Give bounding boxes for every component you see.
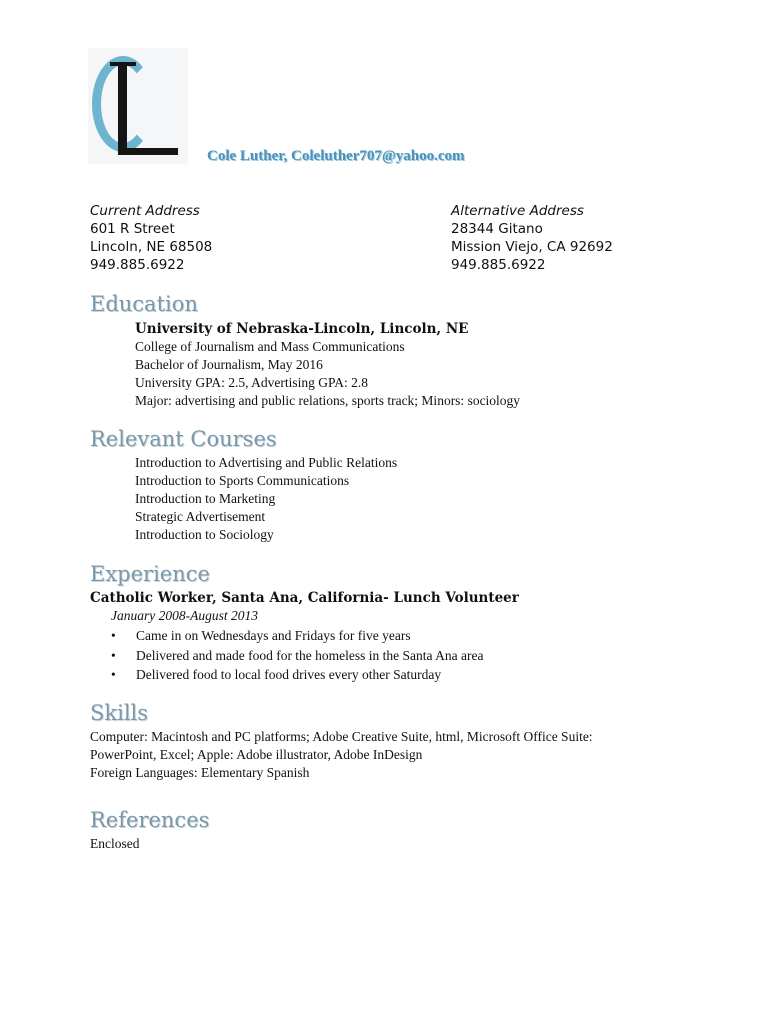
experience-heading: Experience — [90, 562, 210, 586]
current-address-city: Lincoln, NE 68508 — [90, 239, 213, 255]
alternative-address — [451, 202, 613, 274]
experience-bullet-text: Delivered and made food for the homeless in the Santa Ana area — [136, 647, 484, 663]
course-item: Introduction to Sports Communications — [135, 473, 350, 488]
current-address — [90, 202, 212, 274]
skills-computer-line: PowerPoint, Excel; Apple: Adobe illustrator, Adobe InDesign — [90, 747, 423, 762]
bullet-icon: • — [111, 667, 116, 682]
current-address-street: 601 R Street — [90, 221, 175, 237]
alternative-address-label: Alternative Address — [451, 203, 584, 219]
references-text: Enclosed — [90, 836, 140, 851]
course-item: Introduction to Marketing — [135, 491, 276, 506]
current-address-phone: 949.885.6922 — [90, 257, 185, 273]
education-line: Bachelor of Journalism, May 2016 — [135, 357, 323, 372]
education-heading: Education — [90, 292, 198, 316]
course-item: Introduction to Sociology — [135, 527, 274, 542]
education-line: University GPA: 2.5, Advertising GPA: 2.8 — [135, 375, 369, 390]
course-item: Strategic Advertisement — [135, 509, 266, 524]
current-address-label: Current Address — [90, 203, 200, 219]
bullet-icon: • — [111, 647, 116, 663]
alternative-address-phone: 949.885.6922 — [451, 257, 546, 273]
experience-bullet-item — [111, 665, 484, 685]
experience-bullet-text: Delivered food to local food drives every other Saturday — [136, 667, 442, 682]
experience-title: Catholic Worker, Santa Ana, California- Lunch Volunteer — [90, 590, 519, 606]
experience-dates: January 2008-August 2013 — [111, 608, 258, 623]
experience-bullets — [111, 626, 484, 685]
references-heading: References — [90, 808, 210, 832]
experience-bullet-item — [111, 626, 484, 646]
course-item: Introduction to Advertising and Public Relations — [135, 455, 398, 470]
bullet-icon: • — [111, 628, 116, 643]
cl-monogram-logo — [88, 48, 188, 164]
skills-heading: Skills — [90, 701, 149, 725]
alternative-address-city: Mission Viejo, CA 92692 — [451, 239, 613, 255]
alternative-address-street: 28344 Gitano — [451, 221, 543, 237]
education-line: Major: advertising and public relations, sports track; Minors: sociology — [135, 393, 521, 408]
logo-letter-l-foot — [118, 148, 178, 155]
logo-letter-l-stem — [118, 64, 127, 152]
experience-bullet-text: Came in on Wednesdays and Fridays for five years — [136, 628, 411, 643]
skills-section — [90, 728, 593, 782]
name-email-line: Cole Luther, Coleluther707@yahoo.com — [207, 148, 465, 164]
experience-bullet-item — [111, 646, 484, 666]
education-school: University of Nebraska-Lincoln, Lincoln, NE — [135, 321, 469, 337]
skills-computer-line: Computer: Macintosh and PC platforms; Adobe Creative Suite, html, Microsoft Office Suite: — [90, 729, 593, 744]
education-line: College of Journalism and Mass Communications — [135, 339, 405, 354]
education-section — [135, 320, 520, 410]
courses-heading: Relevant Courses — [90, 427, 277, 451]
skills-languages: Foreign Languages: Elementary Spanish — [90, 765, 310, 780]
courses-list — [135, 454, 397, 544]
